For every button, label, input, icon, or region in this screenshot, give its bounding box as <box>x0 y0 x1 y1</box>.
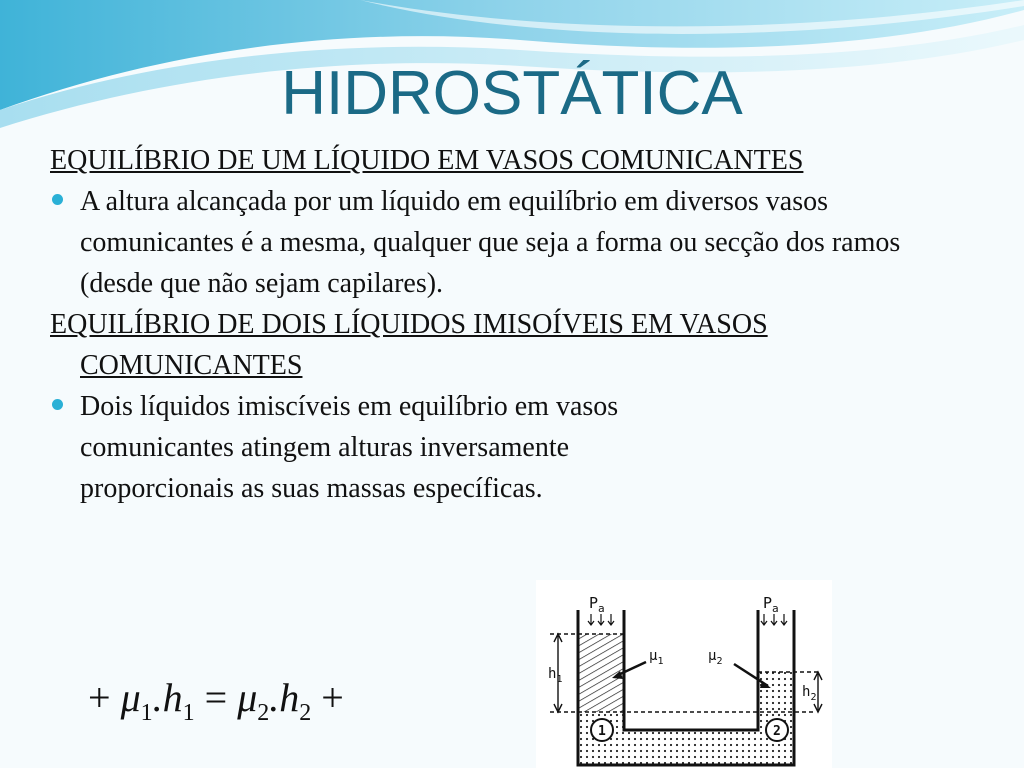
h1-label: $h_1$ <box>548 666 563 685</box>
formula-mu: μ <box>237 675 258 720</box>
section1-heading: EQUILÍBRIO DE UM LÍQUIDO EM VASOS COMUNICANTES <box>50 145 804 176</box>
bullet-dot-icon <box>52 399 63 410</box>
section2-bullet <box>50 386 700 509</box>
formula-dot: . <box>269 675 280 720</box>
section1-bullet <box>50 181 960 304</box>
section1-bullet-text: A altura alcançada por um líquido em equilíbrio em diversos vasos comunicantes é a mesma, qualquer que seja a forma ou secção dos ramos (desde que não sejam capilares). <box>80 186 901 299</box>
formula-plus: + <box>321 675 344 720</box>
slide-body <box>50 140 960 509</box>
mu2-label: $\mu_2$ <box>708 648 723 667</box>
pa-left-label: $P_a$ <box>589 594 605 615</box>
equilibrium-formula <box>78 674 354 727</box>
mu1-label: $\mu_1$ <box>649 648 664 667</box>
communicating-vessels-diagram <box>536 580 832 768</box>
formula-sub: 2 <box>299 700 312 726</box>
point-1-label: 1 <box>598 724 606 739</box>
section2-heading: EQUILÍBRIO DE DOIS LÍQUIDOS IMISOÍVEIS EM VASOS COMUNICANTES <box>50 309 768 381</box>
bullet-dot-icon <box>52 194 63 205</box>
formula-h: h <box>279 675 300 720</box>
liquid-1-region <box>578 634 624 712</box>
formula-equals: = <box>204 675 228 720</box>
h2-label: $h_2$ <box>802 684 817 703</box>
formula-sub: 1 <box>182 700 195 726</box>
formula-sub: 2 <box>257 700 270 726</box>
formula-sub: 1 <box>140 700 153 726</box>
formula-h: h <box>162 675 183 720</box>
point-2-label: 2 <box>773 724 781 739</box>
section2-bullet-text: Dois líquidos imiscíveis em equilíbrio em vasos comunicantes atingem alturas inversamente proporcionais as suas massas específicas. <box>80 391 619 504</box>
formula-dot: . <box>152 675 163 720</box>
slide-title: HIDROSTÁTICA <box>281 59 743 128</box>
formula-mu: μ <box>120 675 141 720</box>
pa-right-label: $P_a$ <box>763 594 779 615</box>
formula-plus: + <box>88 675 111 720</box>
